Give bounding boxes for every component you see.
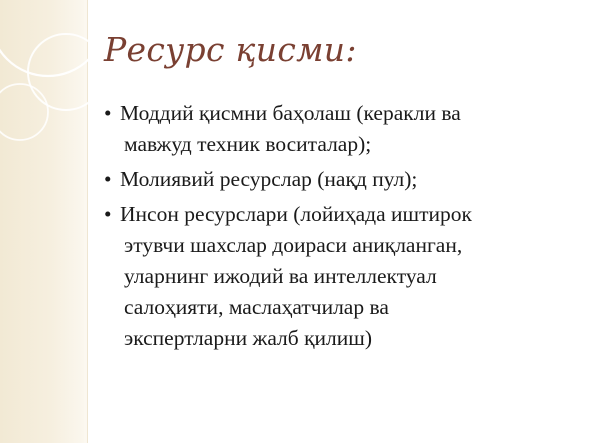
bullet-dot: • (104, 167, 112, 191)
bullet-text-line: Молиявий ресурслар (нақд пул); (120, 167, 418, 191)
bullet-text-line: уларнинг ижодий ва интеллектуал (124, 264, 437, 288)
bullet-item (104, 199, 574, 354)
bullet-item (104, 164, 574, 195)
bullet-item (104, 98, 574, 160)
bullet-text-line: Моддий қисмни баҳолаш (керакли ва (120, 101, 461, 125)
bullet-text-line: экспертларни жалб қилиш) (124, 326, 372, 350)
bullet-text-line: мавжуд техник воситалар); (124, 132, 372, 156)
bullet-dot: • (104, 202, 112, 226)
slide-title: Ресурс қисми: (104, 30, 357, 69)
bullet-dot: • (104, 101, 112, 125)
bullet-text-line: салоҳияти, маслаҳатчилар ва (124, 295, 389, 319)
decorative-circle-large (0, 0, 106, 76)
bullet-list (104, 98, 574, 358)
decorative-circle-small (0, 84, 48, 140)
bullet-text-line: этувчи шахслар доираси аниқланган, (124, 233, 463, 257)
bullet-text-line: Инсон ресурслари (лойиҳада иштирок (120, 202, 472, 226)
